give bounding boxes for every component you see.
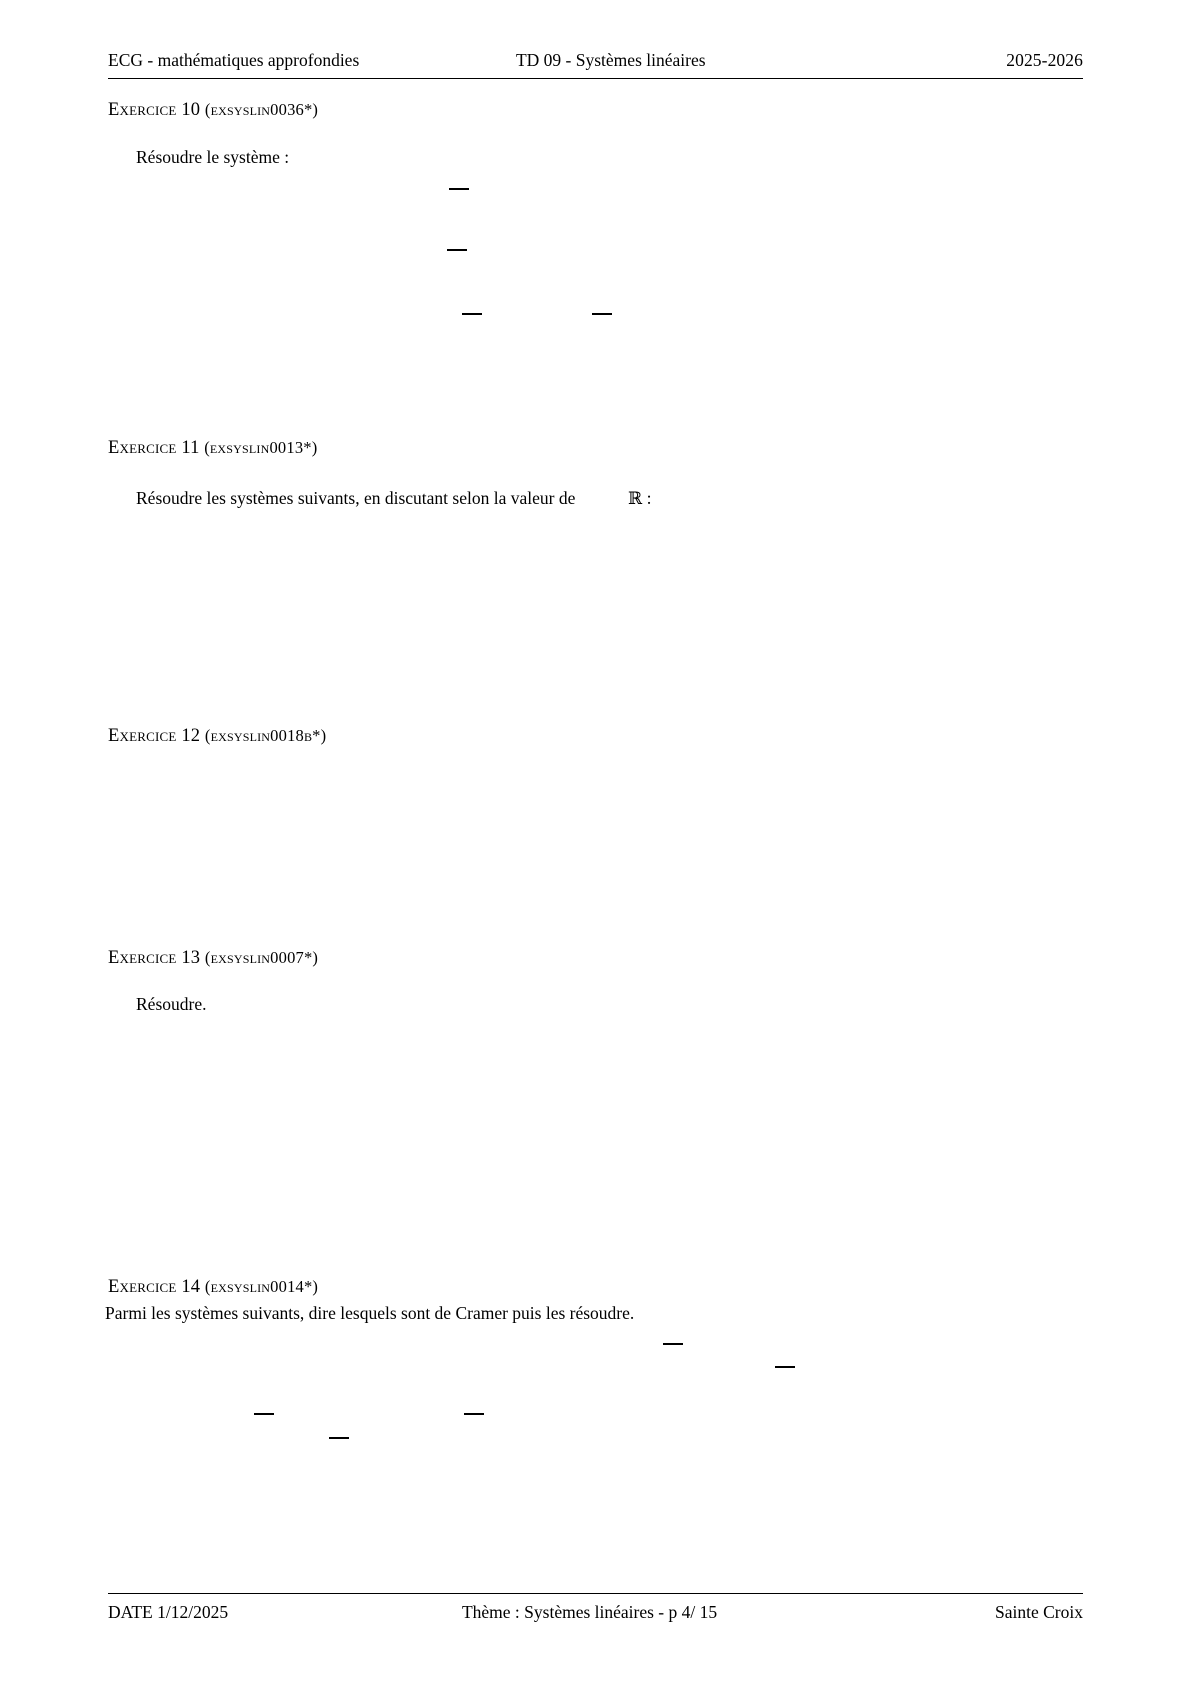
exercise-13-code: (exsyslin0007*)	[204, 948, 319, 967]
exercise-13-body: Résoudre.	[136, 994, 207, 1014]
exercise-12-label: Exercice 12	[108, 726, 201, 746]
math-minus-sign	[449, 188, 469, 190]
exercise-13-label: Exercice 13	[108, 948, 201, 968]
footer-right-text: Sainte Croix	[995, 1602, 1083, 1622]
header-left-text: ECG - mathématiques approfondies	[108, 50, 360, 70]
math-minus-sign	[329, 1437, 349, 1439]
math-minus-sign	[464, 1413, 484, 1415]
exercise-11-body-post: :	[646, 488, 652, 508]
exercise-11-label: Exercice 11	[108, 438, 200, 458]
exercise-10-code: (exsyslin0036*)	[204, 100, 319, 119]
exercise-12-title	[108, 726, 326, 747]
exercise-13-title	[108, 948, 318, 969]
exercise-14-label: Exercice 14	[108, 1277, 201, 1297]
footer-left-text: DATE 1/12/2025	[108, 1602, 229, 1622]
page-header	[108, 50, 1083, 79]
exercise-11-set-symbol: ℝ	[628, 489, 643, 509]
header-center-text: TD 09 - Systèmes linéaires	[515, 50, 706, 70]
math-minus-sign	[592, 313, 612, 315]
header-right-text: 2025-2026	[1006, 50, 1083, 70]
exercise-11-body-pre: Résoudre les systèmes suivants, en discutant selon la valeur de	[136, 488, 576, 508]
footer-center-text: Thème : Systèmes linéaires - p 4/ 15	[461, 1602, 718, 1622]
math-minus-sign	[254, 1413, 274, 1415]
exercise-10-body: Résoudre le système :	[136, 147, 290, 167]
exercise-11-title	[108, 438, 317, 459]
exercise-10-title	[108, 100, 318, 121]
math-minus-sign	[775, 1366, 795, 1368]
exercise-11-code: (exsyslin0013*)	[204, 438, 318, 457]
math-minus-sign	[462, 313, 482, 315]
exercise-14-code: (exsyslin0014*)	[204, 1277, 319, 1296]
math-minus-sign	[447, 249, 467, 251]
exercise-14-body: Parmi les systèmes suivants, dire lesquels sont de Cramer puis les résoudre.	[105, 1303, 635, 1323]
exercise-11-body	[136, 488, 652, 509]
exercise-10-label: Exercice 10	[108, 100, 201, 120]
exercise-14-title	[108, 1277, 318, 1298]
page-footer	[108, 1593, 1083, 1623]
math-minus-sign	[663, 1343, 683, 1345]
exercise-12-code: (exsyslin0018b*)	[204, 726, 327, 745]
